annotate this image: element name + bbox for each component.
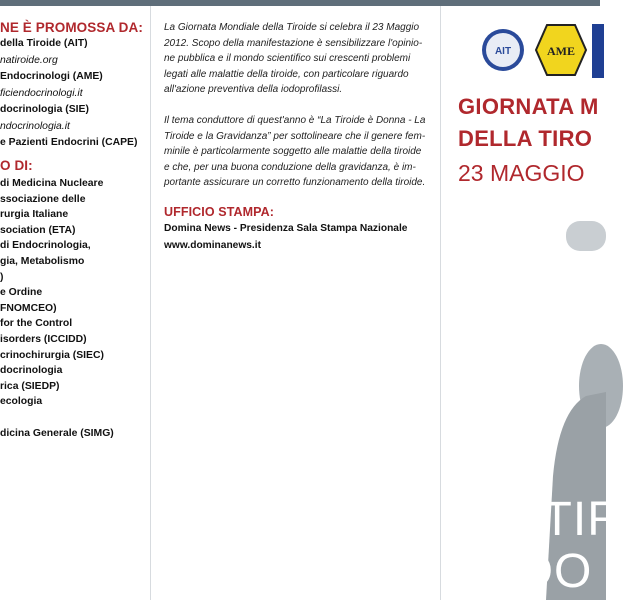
patron-line: )	[0, 271, 4, 283]
paragraph-line: Tiroide e la Gravidanza” per sottolineare che il genere fem-	[164, 130, 426, 142]
paragraph-line: La Giornata Mondiale della Tiroide si celebra il 23 Maggio	[164, 22, 420, 33]
patron-line: gia, Metabolismo	[0, 256, 85, 267]
promoter-line: e Pazienti Endocrini (CAPE)	[0, 137, 138, 148]
patron-line: docrinologia	[0, 365, 63, 377]
slogan-line-1: LA TIR	[471, 493, 623, 546]
promoter-line: Endocrinologi (AME)	[0, 71, 103, 82]
patron-line: di Medicina Nucleare	[0, 178, 104, 189]
patron-line: ecologia	[0, 396, 43, 408]
promoter-line[interactable]: ficiendocrinologi.it	[0, 87, 83, 99]
press-line: Domina News - Presidenza Sala Stampa Nazionale	[164, 223, 408, 234]
press-website-link[interactable]: www.dominanews.it	[164, 240, 261, 251]
paragraph-line: portante assicurare un corretto funzionamento della tiroide.	[164, 177, 426, 189]
title-line-2: DELLA TIRO	[458, 126, 593, 151]
paragraph-line: legati alle malattie della tiroide, con particolare riguardo	[164, 68, 409, 80]
paragraph-line: 2012. Scopo della manifestazione è sensibilizzare l'opinio-	[164, 37, 423, 49]
ame-logo-icon	[533, 22, 589, 78]
ait-logo-text: AIT	[494, 46, 512, 57]
left-column	[0, 0, 150, 600]
ame-logo-text: AME	[547, 44, 575, 58]
patron-line: sociation (ETA)	[0, 224, 76, 236]
patron-line: ssociazione delle	[0, 193, 86, 205]
ait-logo-icon	[481, 28, 525, 72]
promoter-line[interactable]: natiroide.org	[0, 54, 58, 66]
patron-line: di Endocrinologia,	[0, 240, 91, 252]
right-panel	[441, 6, 623, 600]
patron-line: e Ordine	[0, 287, 43, 299]
promoter-line: della Tiroide (AIT)	[0, 38, 88, 49]
paragraph-line: minile è particolarmente soggetto alle malattie della tiroide	[164, 146, 422, 158]
promoter-line[interactable]: ndocrinologia.it	[0, 120, 70, 132]
paragraph-line: ne pubblica e il mondo scientifico sui crescenti problemi	[164, 53, 411, 65]
promoted-heading: NE È PROMOSSA DA:	[0, 20, 143, 35]
third-logo-icon	[592, 24, 604, 78]
patron-line: rurgia Italiane	[0, 209, 69, 221]
paragraph-line: all'azione preventiva della iodoprofilassi.	[164, 84, 343, 96]
event-date: 23 MAGGIO	[458, 160, 585, 186]
patron-line: isorders (ICCIDD)	[0, 334, 87, 345]
paragraph-line: Il tema conduttore di quest'anno è “La Tiroide è Donna - La	[164, 115, 426, 126]
patron-line: dicina Generale (SIMG)	[0, 427, 114, 439]
patron-line: rica (SIEDP)	[0, 380, 60, 392]
patron-line: crinochirurgia (SIEC)	[0, 349, 104, 361]
slogan-line-2: È DO	[471, 545, 593, 598]
press-heading: UFFICIO STAMPA:	[164, 205, 275, 219]
paragraph-line: e che, per una buona conduzione della gravidanza, è im-	[164, 161, 416, 173]
patron-line: for the Control	[0, 318, 73, 330]
intro-paragraph	[164, 20, 426, 98]
title-line-1: GIORNATA M	[458, 94, 599, 119]
promoter-line: docrinologia (SIE)	[0, 104, 89, 115]
theme-paragraph	[164, 113, 426, 191]
fold-divider-left	[150, 6, 151, 600]
patron-line: FNOMCEO)	[0, 302, 57, 314]
patronage-heading: O DI:	[0, 158, 33, 173]
